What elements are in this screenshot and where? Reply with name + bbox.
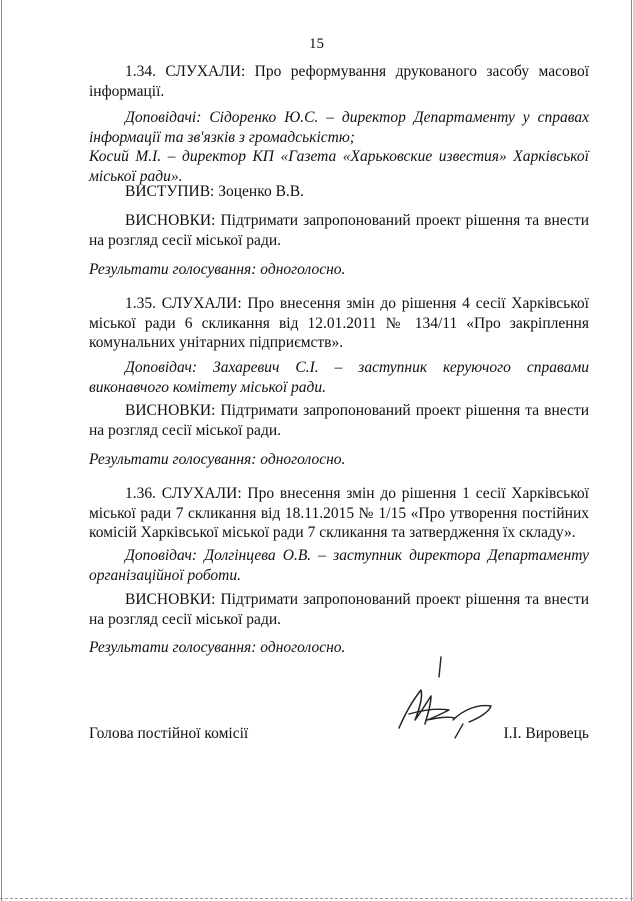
item-speakers: Доповідач: Захаревич С.І. – заступник керуючого справами виконавчого комітету міської ради. bbox=[89, 359, 589, 396]
item-conclusion: ВИСНОВКИ: Підтримати запропонований проект рішення та внести на розгляд сесії міської ради. bbox=[89, 212, 589, 249]
item-vote-result: Результати голосування: одноголосно. bbox=[89, 261, 346, 278]
scan-edge-left bbox=[1, 0, 2, 901]
item-heard: 1.36. СЛУХАЛИ: Про внесення змін до рішення 1 сесії Харківської міської ради 7 скликання від 18.11.2015 № 1/15 «Про утворення постійних комісій Харківської міської ради 7 скликання та затвердження їх складу». bbox=[89, 485, 589, 541]
item-vote-result: Результати голосування: одноголосно. bbox=[89, 451, 346, 468]
item-conclusion: ВИСНОВКИ: Підтримати запропонований проект рішення та внести на розгляд сесії міської ради. bbox=[89, 402, 589, 439]
item-heard: 1.35. СЛУХАЛИ: Про внесення змін до рішення 4 сесії Харківської міської ради 6 скликання від 12.01.2011 № 134/11 «Про закріплення комунальних унітарних підприємств». bbox=[89, 295, 589, 351]
scan-edge-right bbox=[631, 0, 632, 901]
item-vote-result: Результати голосування: одноголосно. bbox=[89, 639, 346, 656]
item-speakers-continued: Косий М.І. – директор КП «Газета «Харьковские известия» Харківської міської ради». bbox=[89, 148, 589, 185]
page-number: 15 bbox=[309, 36, 324, 52]
signatory-name: І.І. Вировець bbox=[503, 725, 589, 742]
item-speakers: Доповідачі: Сідоренко Ю.С. – директор Департаменту у справах інформації та зв'язків з громадськістю; bbox=[89, 109, 589, 146]
item-spoke: ВИСТУПИВ: Зоценко В.В. bbox=[125, 183, 304, 200]
item-speakers: Доповідач: Долгінцева О.В. – заступник директора Департаменту організаційної роботи. bbox=[89, 547, 589, 584]
scan-edge-bottom bbox=[0, 898, 633, 899]
signature bbox=[393, 684, 497, 740]
item-heard: 1.34. СЛУХАЛИ: Про реформування друкованого засобу масової інформації. bbox=[89, 63, 589, 100]
handwritten-mark bbox=[436, 656, 444, 678]
item-conclusion: ВИСНОВКИ: Підтримати запропонований проект рішення та внести на розгляд сесії міської ради. bbox=[89, 591, 589, 628]
signatory-position: Голова постійної комісії bbox=[89, 725, 249, 742]
